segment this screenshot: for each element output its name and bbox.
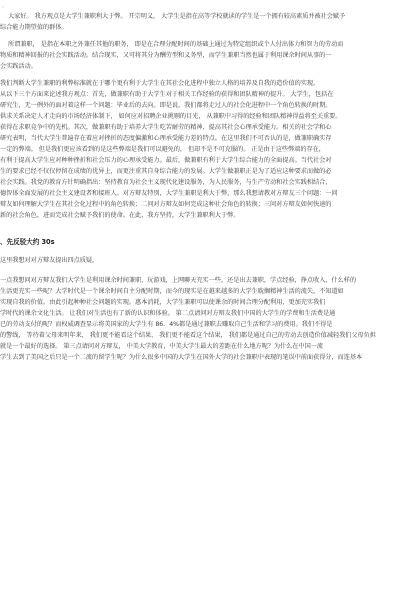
text-line: 德智体全面发展的社会主义建设者和接班人。对方辩友特别，大学生兼职是利大于弊，那么我想请教对方辩友三个问题：一问 [0, 190, 338, 197]
text-line: 社会实践。我党的教育方针明确指出：坚持教育为社会主义现代化建设服务，为人民服务，与生产劳动和社会实践相结合， [0, 179, 332, 186]
text-line: 获得在求职竞争中的先机。其次，做兼职有助于培养大学生吃苦耐劳的精神，提高其社会心理承受能力。相关的社会学和心 [0, 124, 332, 131]
text-line: 研究表明，当代大学生普遍存在着应对挫折的态度偏激和心理承受能力差的特点。在这里我们不可否认的是，做兼职确实存 [0, 135, 332, 142]
text-line: 生的要求已经不仅仅停留在成绩的优异上，而更注重其自身综合能力的发展。大学生做兼职正是为了适应这种要求而做的必 [0, 168, 332, 175]
text-line: 供求关系决定人才走向的市场经济体制下， 如何应对招聘企业挑剔的目光， 从兼职中习得的经验和团队精神得益将至关重要。 [0, 113, 342, 120]
text-line: 我们判断大学生兼职的利弊标准就在于哪个更有利于大学生在其社会化进程中独立人格的培养及自我的造价值的实现。 [0, 80, 320, 87]
text-line: 大家好。 我方观点是大学生兼职利大于弊。 开宗明义， 大学生是指在高等学校就读的学生是一个拥有较高素质并被社会赋予 [8, 13, 346, 20]
text-line: 辩友如何理解大学生在其社会化过程中的角色转换；二问对方辩友如何完成这种社会角色的转换；三问对方辩友如何快速的 [0, 201, 332, 208]
text-line: 学时代的课余文化生活。 让我们对生活也有了新的认识和体验。 第二点请问对方辩友我们中国的大学生的学费和生活费是通 [0, 310, 336, 317]
text-line: 生活更充实一些呢？大学时代是一个课余时间自主分配时期，而今的现实是在越来越多的大学生耽搁精神生活的流失，不知道如 [0, 288, 344, 295]
text-line: 这里我想对对方辩友提出四点质疑。 [0, 257, 99, 264]
text-line: 所谓兼职， 是指在本职之外兼任其他的职务， 即是在合理分配时间的基础上通过为特定组织或个人付出体力和智力的劳动而 [8, 41, 344, 48]
text-line: 研究生，无一例外的面对着这样一个问题：毕业后的去向。即是说，我们都将走过人的社会化进程中一个角色转换的时期。 [0, 102, 332, 109]
text-line: 综合能力期望值的群体。 [0, 24, 68, 31]
text-line: 新的社会角色，进而完成社会赋予我们的使命。在此，我方坚持，大学生兼职利大于弊。 [0, 212, 240, 219]
text-line: 一点我想问对方辩友我们大学生是利用课余时间兼职，玩游戏，上网聊天充实一些，还是出去兼职，学点经验，挣点收入，什么样的 [0, 277, 356, 284]
text-line: 一定的弊端。 但是我们更应该看到的是这些弊端是我们可以避免的， 但却不是不可克服的。 正是由于这些弊端的存在， [0, 146, 325, 153]
text-line: 实现自我的价值。由此引起种种社会问题的实现。惠本消耗，大学生兼职可以使课余的时间合理分配利用，更加充实我们 [0, 299, 326, 306]
text-line: 从以下三个方面来论述我方观点：首先，做兼职有助于大学生对于相关工作经验的获得和团队精神的提升。 大学生，包括在 [0, 91, 334, 98]
text-line: 有利于提高大学生应对种种挫折和社会压力的心理承受能力。最后，做兼职有利于大学生综合能力的全面提高。当代社会对 [0, 157, 332, 164]
text-line: 已的劳动支付的呢？而权威调查显示将美国家的大学生有 86．4%都是通过兼职去赚取自己生活和学习的费用。我们不得是 [0, 321, 333, 328]
text-line: 就是一个最好的选择。 第三点请问对方辩友， 中美大学教育，中美大学生最大的差距在什么地方呢？为什么在中国一流 [0, 343, 323, 350]
text-line: 物质和精神回报的社会实践活动。结合现实，又可将其分为酬劳型和义务型，而学生兼职当然也属于利用课余时间从事的一 [0, 52, 332, 59]
corner-mark: 、 [2, 3, 8, 9]
text-line: 学生去到了美国之后只是一个二流的留学生呢？为什么很多中国的大学生在国外大学的社会兼职中表现的笔误中前面获得分，而连基本 [0, 354, 363, 361]
text-line: 的警线， 等待着父母来明年来， 我们更不能看这个结果， 我们更不能看这个结果， 我们都是通过自己的劳动去创造价值减轻我们父母负担 [0, 332, 376, 339]
section-heading: 、先反驳大约 30s [0, 238, 55, 246]
text-line: 会实践活动。 [0, 63, 37, 70]
